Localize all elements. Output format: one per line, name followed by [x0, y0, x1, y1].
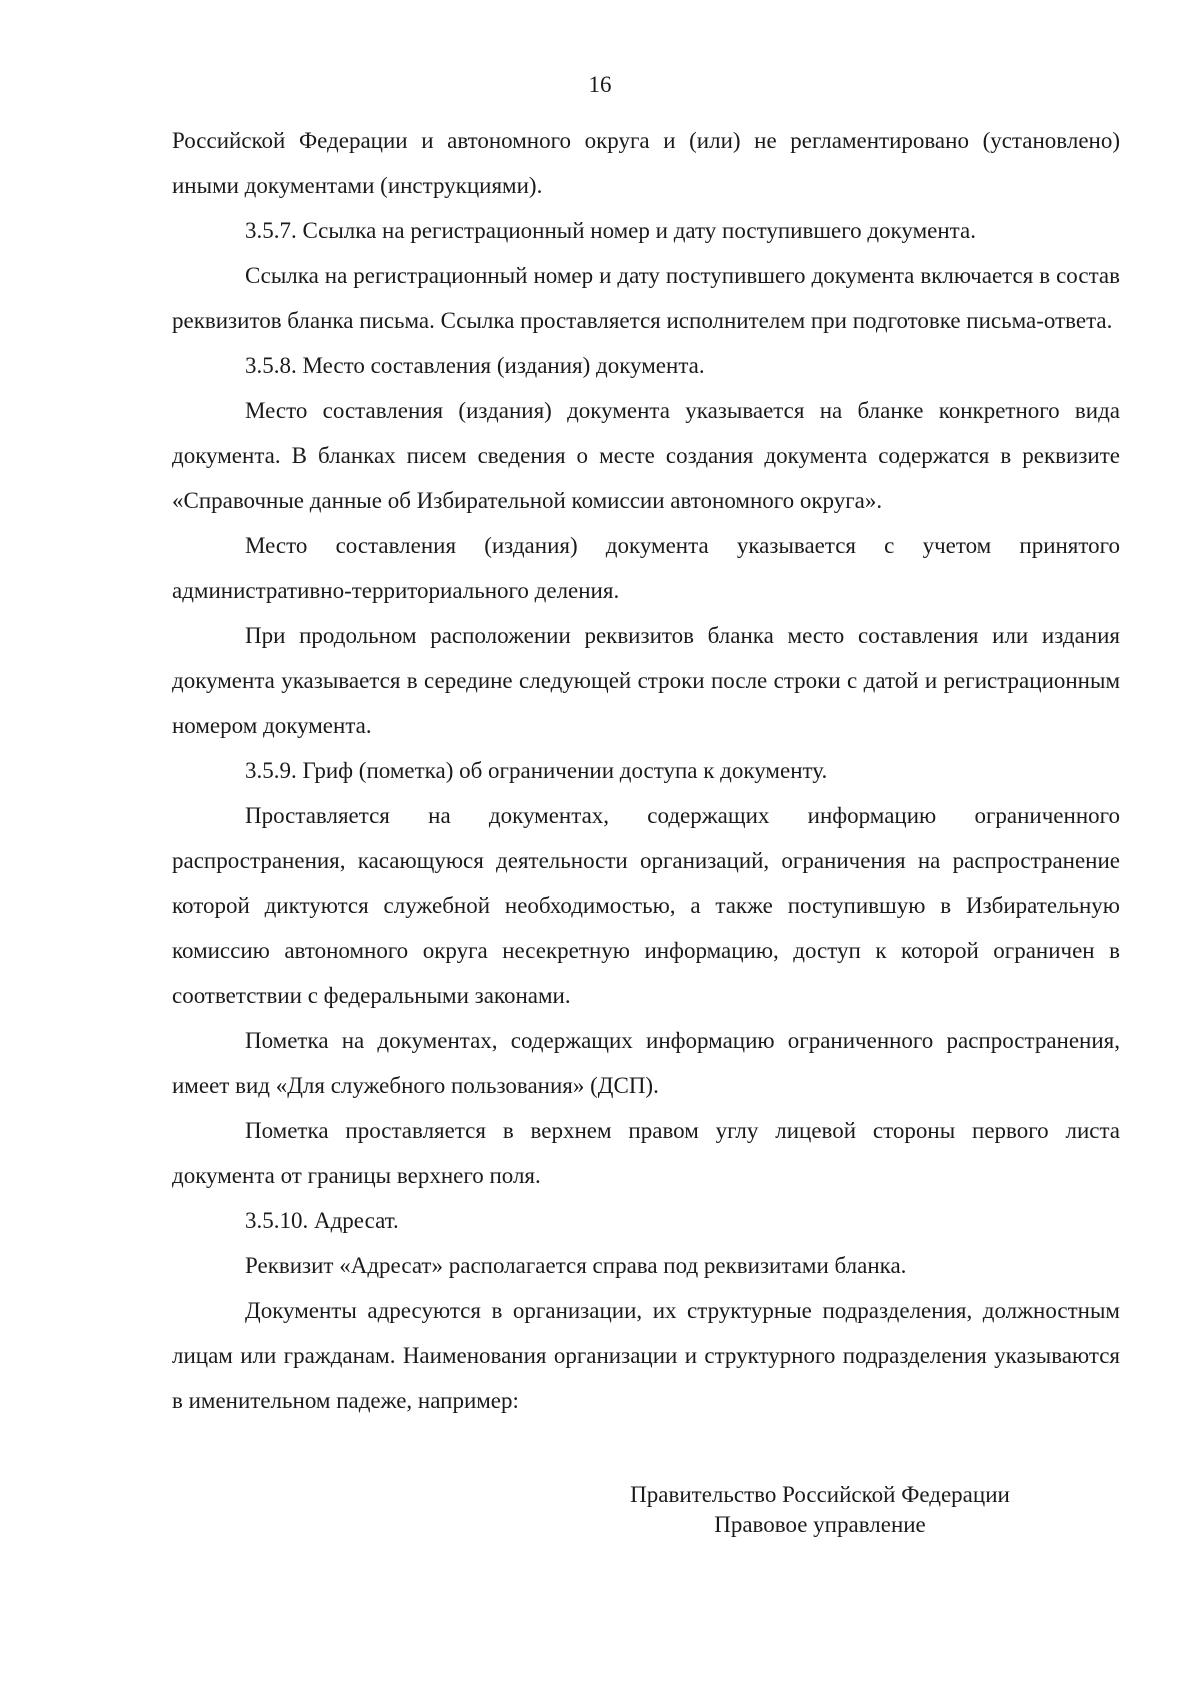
section-heading-3-5-9: 3.5.9. Гриф (пометка) об ограничении доступа к документу. — [245, 758, 828, 783]
addressee-example — [560, 1480, 1080, 1540]
paragraph: Пометка проставляется в верхнем правом углу лицевой стороны первого листа документа от границы верхнего поля. — [172, 1118, 1120, 1188]
paragraph: Российской Федерации и автономного округа и (или) не регламентировано (установлено) иными документами (инструкциями). — [172, 128, 1120, 198]
example-department: Правовое управление — [714, 1512, 926, 1537]
paragraph: Документы адресуются в организации, их структурные подразделения, должностным лицам или гражданам. Наименования организации и структурного подразделения указываются в именительном падеже, например: — [172, 1298, 1120, 1413]
paragraph: Место составления (издания) документа указывается на бланке конкретного вида документа. В бланках писем сведения о месте создания документа содержатся в реквизите «Справочные данные об Избирательной комиссии автономного округа». — [172, 398, 1120, 513]
paragraph: При продольном расположении реквизитов бланка место составления или издания документа указывается в середине следующей строки после строки с датой и регистрационным номером документа. — [172, 623, 1120, 738]
section-heading-3-5-10: 3.5.10. Адресат. — [245, 1208, 399, 1233]
paragraph: Проставляется на документах, содержащих информацию ограниченного распространения, касающуюся деятельности организаций, ограничения на распространение которой диктуются служебной необходимостью, а также поступившую в Избирательную комиссию автономного округа несекретную информацию, доступ к которой ограничен в соответствии с федеральными законами. — [172, 803, 1120, 1008]
section-heading-3-5-8: 3.5.8. Место составления (издания) документа. — [245, 353, 705, 378]
section-heading-3-5-7: 3.5.7. Ссылка на регистрационный номер и дату поступившего документа. — [245, 218, 976, 243]
paragraph: Ссылка на регистрационный номер и дату поступившего документа включается в состав реквизитов бланка письма. Ссылка проставляется исполнителем при подготовке письма-ответа. — [172, 263, 1120, 333]
paragraph: Пометка на документах, содержащих информацию ограниченного распространения, имеет вид «Для служебного пользования» (ДСП). — [172, 1028, 1120, 1098]
paragraph: Место составления (издания) документа указывается с учетом принятого административно-территориального деления. — [172, 533, 1120, 603]
example-organization: Правительство Российской Федерации — [630, 1482, 1010, 1507]
page-number: 16 — [588, 72, 612, 97]
paragraph: Реквизит «Адресат» располагается справа под реквизитами бланка. — [245, 1253, 907, 1278]
document-body — [172, 118, 1120, 1423]
